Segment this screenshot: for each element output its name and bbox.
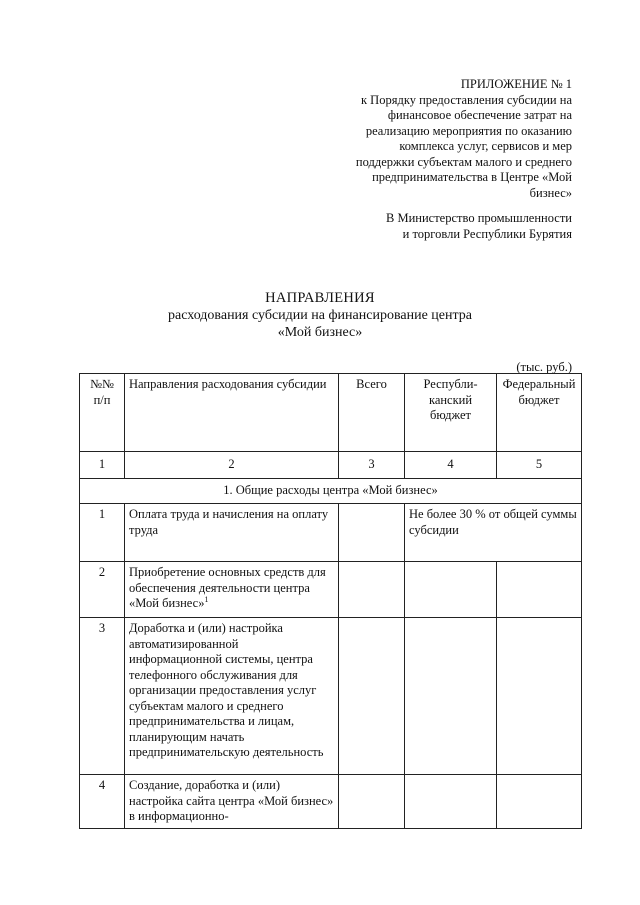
row-total <box>339 618 405 775</box>
column-number: 5 <box>497 452 582 479</box>
appendix-block <box>332 77 572 201</box>
document-title: НАПРАВЛЕНИЯ <box>265 290 375 306</box>
table-row <box>80 504 582 562</box>
table-row <box>80 562 582 618</box>
column-number-row <box>80 452 582 479</box>
appendix-line: финансовое обеспечение затрат на <box>387 108 572 122</box>
header-total: Всего <box>339 374 405 452</box>
document-heading <box>0 290 640 341</box>
row-total <box>339 562 405 618</box>
row-direction: Оплата труда и начисления на оплату труда <box>125 504 339 562</box>
row-merged-note: Не более 30 % от общей суммы субсидии <box>405 504 582 562</box>
row-federal <box>497 562 582 618</box>
addressee-line: и торговли Республики Бурятия <box>402 226 572 241</box>
column-number: 4 <box>405 452 497 479</box>
table-header-row <box>80 374 582 452</box>
appendix-line: к Порядку предоставления субсидии на <box>360 92 572 107</box>
row-total <box>339 504 405 562</box>
document-subtitle: «Мой бизнес» <box>277 325 363 340</box>
row-regional <box>405 618 497 775</box>
appendix-line: бизнес» <box>529 185 572 200</box>
appendix-line: реализацию мероприятия по оказанию <box>365 123 572 138</box>
column-number: 1 <box>80 452 125 479</box>
appendix-line: поддержки субъектам малого и среднего <box>355 154 572 169</box>
table-row <box>80 618 582 775</box>
row-number: 1 <box>80 504 125 562</box>
table-row <box>80 775 582 829</box>
footnote-marker: 1 <box>204 594 209 604</box>
row-direction: Доработка и (или) настройка автоматизированной информационной системы, центра телефонного обслуживания для организации предоставления услуг субъектам малого и среднего предпринимательства и лицам, планирующим начать предпринимательскую деятельность <box>125 618 339 775</box>
appendix-title: ПРИЛОЖЕНИЕ № 1 <box>460 77 572 91</box>
header-num: №№ п/п <box>80 374 125 452</box>
expense-directions-table <box>79 373 582 829</box>
header-direction: Направления расходования субсидии <box>125 374 339 452</box>
row-direction <box>125 562 339 618</box>
units-label: (тыс. руб.) <box>516 360 572 374</box>
row-total <box>339 775 405 829</box>
column-number: 3 <box>339 452 405 479</box>
row-number: 3 <box>80 618 125 775</box>
appendix-line: предпринимательства в Центре «Мой <box>372 170 572 184</box>
header-regional: Республи-канский бюджет <box>405 374 497 452</box>
row-number: 4 <box>80 775 125 829</box>
column-number: 2 <box>125 452 339 479</box>
section-title: 1. Общие расходы центра «Мой бизнес» <box>80 479 582 504</box>
addressee-line: В Министерство промышленности <box>386 211 572 225</box>
row-federal <box>497 618 582 775</box>
appendix-line: комплекса услуг, сервисов и мер <box>399 139 572 153</box>
section-row <box>80 479 582 504</box>
row-direction: Создание, доработка и (или) настройка сайта центра «Мой бизнес» в информационно- <box>125 775 339 829</box>
row-federal <box>497 775 582 829</box>
addressee-block <box>332 211 572 242</box>
row-regional <box>405 775 497 829</box>
document-subtitle: расходования субсидии на финансирование центра <box>168 308 472 323</box>
header-federal: Федеральный бюджет <box>497 374 582 452</box>
row-number: 2 <box>80 562 125 618</box>
row-direction-text: Приобретение основных средств для обеспечения деятельности центра «Мой бизнес» <box>129 565 326 610</box>
row-regional <box>405 562 497 618</box>
